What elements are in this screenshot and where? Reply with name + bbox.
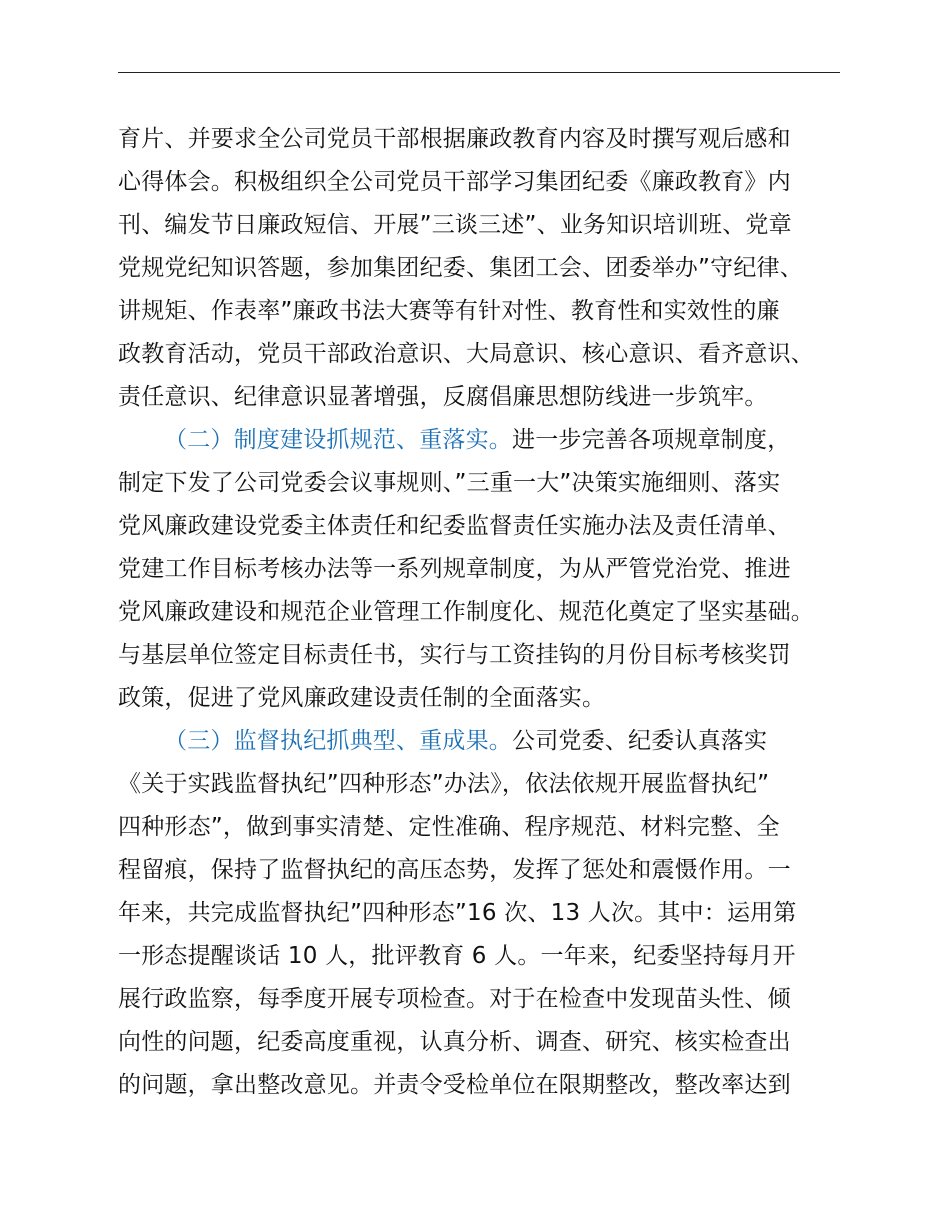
text-line: 心得体会。积极组织全公司党员干部学习集团纪委《廉政教育》内 — [118, 169, 791, 195]
text-line: 四种形态”，做到事实清楚、定性准确、程序规范、材料完整、全 — [118, 814, 780, 840]
section-2-lead-text: 进一步完善各项规章制度， — [512, 427, 791, 453]
text-line: 党风廉政建设和规范企业管理工作制度化、规范化奠定了坚实基础。 — [118, 599, 814, 625]
text-line: 年来，共完成监督执纪”四种形态”16 次、13 人次。其中：运用第 — [118, 900, 797, 926]
section-2-first-line — [118, 419, 848, 462]
section-3-lead-text: 公司党委、纪委认真落实 — [512, 728, 768, 754]
text-line: 制定下发了公司党委会议事规则、”三重一大”决策实施细则、落实 — [118, 470, 781, 496]
text-line: 责任意识、纪律意识显著增强，反腐倡廉思想防线进一步筑牢。 — [118, 384, 768, 410]
text-line: 党建工作目标考核办法等一系列规章制度，为从严管党治党、推进 — [118, 556, 791, 582]
text-line: 刊、编发节日廉政短信、开展”三谈三述”、业务知识培训班、党章 — [118, 212, 792, 238]
text-line: 一形态提醒谈话 10 人，批评教育 6 人。一年来，纪委坚持每月开 — [118, 943, 796, 969]
text-line: 展行政监察，每季度开展专项检查。对于在检查中发现苗头性、倾 — [118, 986, 791, 1012]
text-line: 政教育活动，党员干部政治意识、大局意识、核心意识、看齐意识、 — [118, 341, 814, 367]
text-line: 党风廉政建设党委主体责任和纪委监督责任实施办法及责任清单、 — [118, 513, 791, 539]
text-line: 程留痕，保持了监督执纪的高压态势，发挥了惩处和震慑作用。一 — [118, 857, 791, 883]
text-line: 《关于实践监督执纪”四种形态”办法》，依法依规开展监督执纪” — [118, 771, 770, 797]
text-line: 向性的问题，纪委高度重视，认真分析、调查、研究、核实检查出 — [118, 1029, 791, 1055]
text-line: 与基层单位签定目标责任书，实行与工资挂钩的月份目标考核奖罚 — [118, 642, 791, 668]
document-body — [118, 118, 848, 1107]
text-line: 育片、并要求全公司党员干部根据廉政教育内容及时撰写观后感和 — [118, 126, 791, 152]
section-heading-3: （三）监督执纪抓典型、重成果。 — [164, 728, 512, 754]
section-heading-2: （二）制度建设抓规范、重落实。 — [164, 427, 512, 453]
section-3-first-line — [118, 720, 848, 763]
text-line: 政策，促进了党风廉政建设责任制的全面落实。 — [118, 685, 606, 711]
text-line: 的问题，拿出整改意见。并责令受检单位在限期整改，整改率达到 — [118, 1072, 791, 1098]
text-line: 讲规矩、作表率”廉政书法大赛等有针对性、教育性和实效性的廉 — [118, 298, 780, 324]
header-rule — [118, 72, 840, 73]
text-line: 党规党纪知识答题，参加集团纪委、集团工会、团委举办”守纪律、 — [118, 255, 803, 281]
